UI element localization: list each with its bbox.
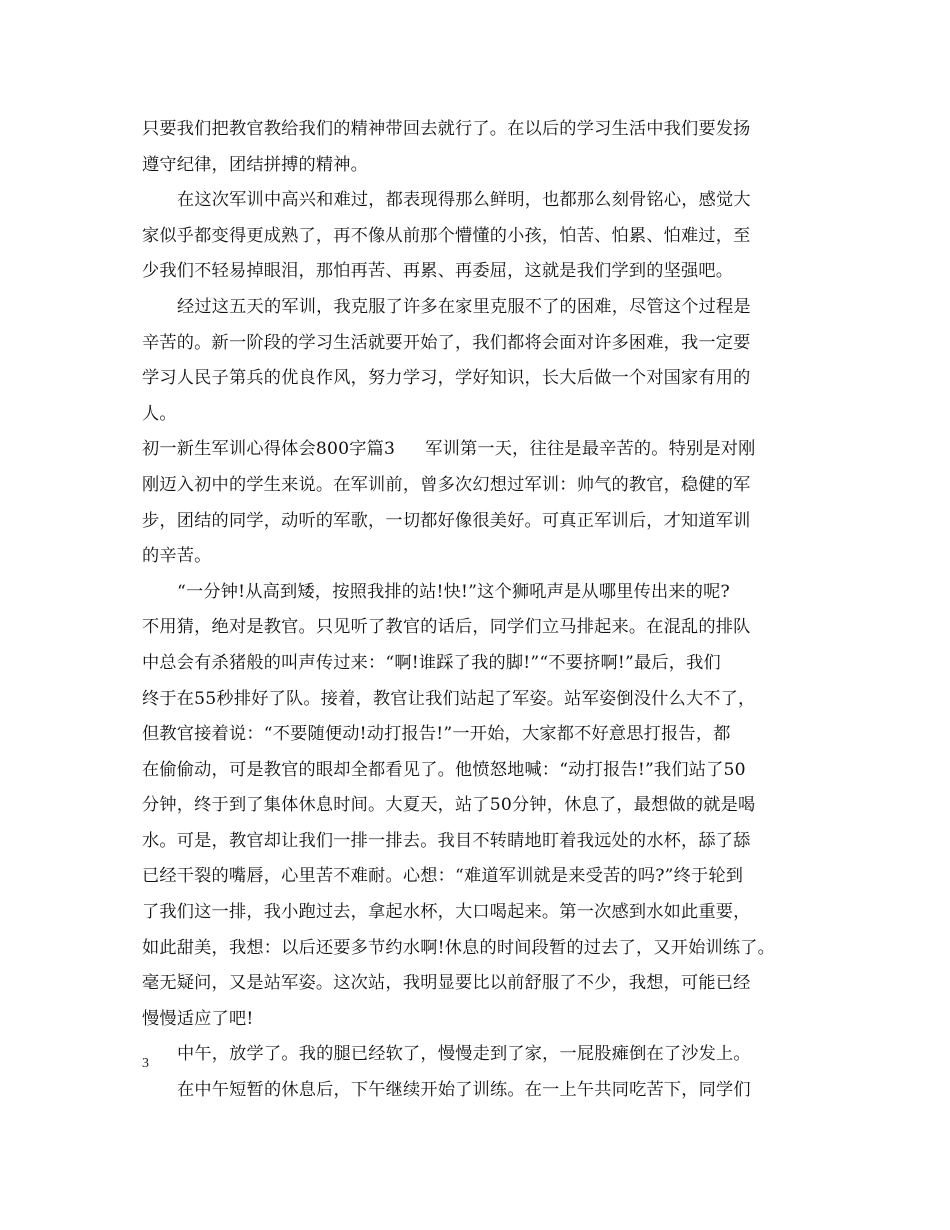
text-line: 慢慢适应了吧! bbox=[142, 1008, 254, 1029]
text-line: 中总会有杀猪般的叫声传过来：“啊!谁踩了我的脚!”“不要挤啊!”最后，我们 bbox=[142, 652, 721, 673]
text-line: 已经干裂的嘴唇，心里苦不难耐。心想：“难道军训就是来受苦的吗?”终于轮到 bbox=[142, 866, 744, 887]
section-heading-line bbox=[142, 432, 832, 468]
text-line: 水。可是，教官却让我们一排一排去。我目不转睛地盯着我远处的水杯，舔了舔 bbox=[142, 830, 751, 851]
text-line: 只要我们把教官教给我们的精神带回去就行了。在以后的学习生活中我们要发扬 bbox=[142, 119, 751, 139]
text-line: 毫无疑问，又是站军姿。这次站，我明显要比以前舒服了不少，我想，可能已经 bbox=[142, 973, 751, 994]
text-line: 学习人民子第兵的优良作风，努力学习，学好知识，长大后做一个对国家有用的 bbox=[142, 368, 751, 389]
text-line: 人。 bbox=[142, 403, 177, 424]
paragraph-start-line: 在中午短暂的休息后，下午继续开始了训练。在一上午共同吃苦下，同学们 bbox=[177, 1080, 751, 1101]
section-first-sentence: 军训第一天，往往是最辛苦的。特别是对刚 bbox=[425, 439, 756, 460]
document-body bbox=[142, 112, 832, 1109]
text-line: 不用猜，绝对是教官。只见听了教官的话后，同学们立马排起来。在混乱的排队 bbox=[142, 617, 751, 638]
text-line: 遵守纪律，团结拼搏的精神。 bbox=[142, 154, 369, 175]
section-heading: 初一新生军训心得体会800字篇3 bbox=[142, 439, 396, 460]
paragraph-start-line: 中午，放学了。我的腿已经软了，慢慢走到了家，一屁股瘫倒在了沙发上。 bbox=[177, 1044, 751, 1065]
page-number: 3 bbox=[142, 1056, 149, 1071]
paragraph-start-line: 在这次军训中高兴和难过，都表现得那么鲜明，也都那么刻骨铭心，感觉大 bbox=[177, 190, 751, 211]
text-line: 少我们不轻易掉眼泪，那怕再苦、再累、再委屈，这就是我们学到的坚强吧。 bbox=[142, 261, 734, 282]
paragraph-start-line: “一分钟!从高到矮，按照我排的站!快!”这个狮吼声是从哪里传出来的呢? bbox=[177, 581, 730, 602]
text-line: 刚迈入初中的学生来说。在军训前，曾多次幻想过军训：帅气的教官，稳健的军 bbox=[142, 474, 751, 495]
text-line: 家似乎都变得更成熟了，再不像从前那个懵懂的小孩，怕苦、怕累、怕难过，至 bbox=[142, 225, 751, 246]
text-line: 如此甜美，我想：以后还要多节约水啊!休息的时间段暂的过去了，又开始训练了。 bbox=[142, 937, 776, 958]
text-line: 分钟，终于到了集体休息时间。大夏天，站了50分钟，休息了，最想做的就是喝 bbox=[142, 795, 756, 816]
text-line: 在偷偷动，可是教官的眼却全都看见了。他愤怒地喊：“动打报告!”我们站了50 bbox=[142, 759, 746, 780]
text-line: 终于在55秒排好了队。接着，教官让我们站起了军姿。站军姿倒没什么大不了， bbox=[142, 688, 756, 709]
text-line: 辛苦的。新一阶段的学习生活就要开始了，我们都将会面对许多困难，我一定要 bbox=[142, 332, 751, 353]
text-line: 但教官接着说：“不要随便动!动打报告!”一开始，大家都不好意思打报告，都 bbox=[142, 724, 731, 745]
text-line: 的辛苦。 bbox=[142, 546, 212, 567]
text-line: 步，团结的同学，动听的军歌，一切都好像很美好。可真正军训后，才知道军训 bbox=[142, 510, 751, 531]
paragraph-start-line: 经过这五天的军训，我克服了许多在家里克服不了的困难，尽管这个过程是 bbox=[177, 296, 751, 317]
text-line: 了我们这一排，我小跑过去，拿起水杯，大口喝起来。第一次感到水如此重要， bbox=[142, 902, 751, 923]
